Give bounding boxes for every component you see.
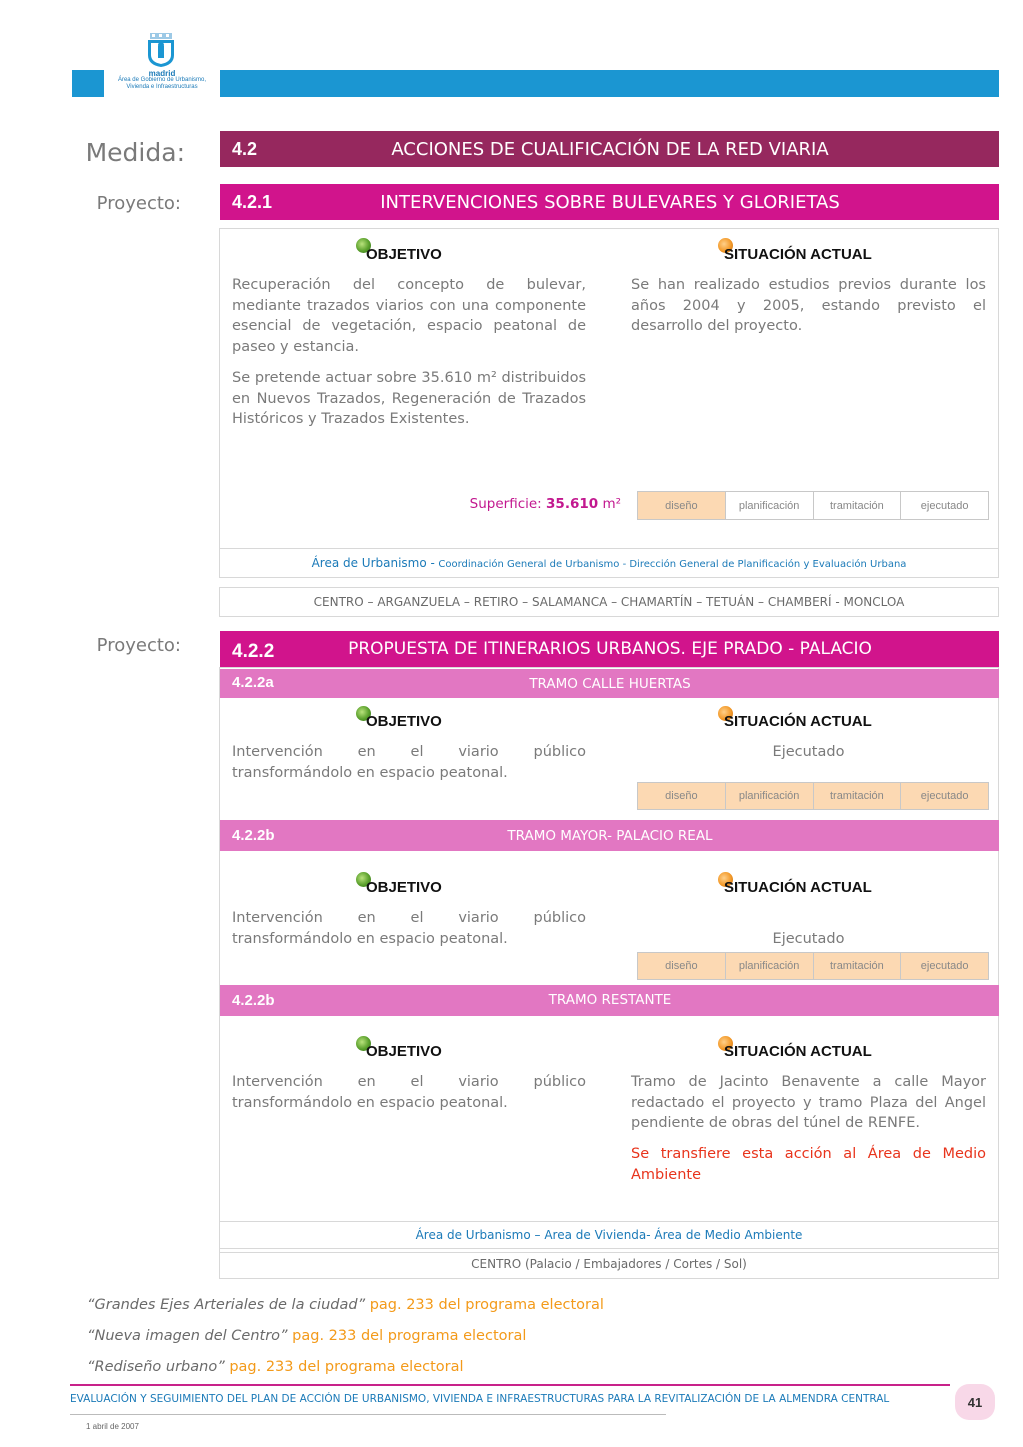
stage-planificacion: planificación (726, 953, 814, 979)
sub-c-situacion-heading: SITUACIÓN ACTUAL (724, 1043, 872, 1060)
situacion-heading: SITUACIÓN ACTUAL (724, 246, 872, 263)
logo-text (104, 70, 220, 91)
sub-b-objetivo-heading: OBJETIVO (366, 879, 442, 896)
sub-c-situacion-text: Tramo de Jacinto Benavente a calle Mayor redactado el proyecto y tramo Plaza del Angel pendiente de obras del túnel de RENFE. (631, 1074, 986, 1132)
sub-a-objetivo-text: Intervención en el viario público transformándolo en espacio peatonal. (232, 744, 586, 781)
reference-page: pag. 233 del programa electoral (369, 1297, 604, 1313)
sub-b-objetivo-text: Intervención en el viario público transformándolo en espacio peatonal. (232, 910, 586, 947)
stage-diseno: diseño (638, 492, 726, 519)
objetivo-text (232, 275, 586, 440)
medida-bar (220, 131, 999, 167)
situacion-paragraph: Se han realizado estudios previos durante los años 2004 y 2005, estando previsto el desarrollo del proyecto. (631, 277, 986, 335)
sub-c-code: 4.2.2b (232, 992, 275, 1009)
proyecto1-districts: CENTRO – ARGANZUELA – RETIRO – SALAMANCA – CHAMARTÍN – TETUÁN – CHAMBERÍ - MONCLOA (313, 595, 905, 609)
sub-c-objetivo-heading: OBJETIVO (366, 1043, 442, 1060)
stage-ejecutado: ejecutado (901, 783, 988, 809)
reference-1 (87, 1297, 604, 1313)
sub-c-transfer-note: Se transfiere esta acción al Área de Medio Ambiente (631, 1146, 986, 1183)
header-left-block (72, 70, 104, 97)
objetivo-paragraph-1: Recuperación del concepto de bulevar, mediante trazados viarios con una componente esencial de vegetación, espacio peatonal de paseo y estancia. (232, 277, 586, 356)
stage-planificacion: planificación (726, 492, 814, 519)
reference-quote: “Rediseño urbano” (87, 1359, 225, 1375)
page-number: 41 (955, 1384, 995, 1420)
objetivo-heading: OBJETIVO (366, 246, 442, 263)
reference-2 (87, 1328, 526, 1344)
stage-ejecutado: ejecutado (920, 499, 969, 512)
date-divider (70, 1414, 666, 1415)
sub-b-situacion-heading: SITUACIÓN ACTUAL (724, 879, 872, 896)
logo-city: madrid (148, 69, 176, 78)
footer-date: 1 abril de 2007 (86, 1422, 139, 1431)
sub-a-situacion-text: Ejecutado (772, 744, 845, 760)
stage-tramitacion: tramitación (814, 783, 902, 809)
area-detail: Coordinación General de Urbanismo - Dirección General de Planificación y Evaluación Urbana (438, 559, 907, 570)
proyecto2-code: 4.2.2 (232, 641, 275, 662)
proyecto2-title: PROPUESTA DE ITINERARIOS URBANOS. EJE PRADO - PALACIO (348, 639, 872, 659)
reference-3 (87, 1359, 464, 1375)
stage-diseno: diseño (638, 783, 726, 809)
superficie-label: Superficie: (469, 496, 542, 512)
medida-title: ACCIONES DE CUALIFICACIÓN DE LA RED VIARIA (391, 139, 829, 160)
progress-stages-2b (637, 952, 989, 980)
sub-a-objetivo-heading: OBJETIVO (366, 713, 442, 730)
reference-quote: “Grandes Ejes Arteriales de la ciudad” (87, 1297, 366, 1313)
reference-page: pag. 233 del programa electoral (292, 1328, 527, 1344)
sub-a-situacion-heading: SITUACIÓN ACTUAL (724, 713, 872, 730)
sub-b-code: 4.2.2b (232, 827, 275, 844)
sub-c-title: TRAMO RESTANTE (548, 992, 672, 1008)
stage-ejecutado: ejecutado (901, 953, 988, 979)
stage-tramitacion: tramitación (814, 953, 902, 979)
footer-divider (70, 1384, 950, 1386)
proyecto1-code: 4.2.1 (232, 192, 273, 212)
progress-stages-1 (637, 491, 989, 520)
medida-label: Medida: (85, 138, 185, 167)
stage-tramitacion: tramitación (814, 492, 902, 519)
proyecto1-area-line (219, 556, 999, 570)
sub-a-bar (220, 669, 999, 698)
sub-a-title: TRAMO CALLE HUERTAS (529, 676, 691, 692)
superficie-unit: m² (602, 496, 621, 512)
area-main: Área de Urbanismo - (311, 556, 435, 570)
sub-c-bar (220, 985, 999, 1016)
sub-b-bar (220, 820, 999, 851)
footer-title: EVALUACIÓN Y SEGUIMIENTO DEL PLAN DE ACCIÓN DE URBANISMO, VIVIENDA E INFRAESTRUCTURAS PARA LA REVITALIZACIÓN DE LA ALMENDRA CENTRAL (70, 1393, 890, 1405)
medida-code: 4.2 (232, 139, 258, 159)
superficie-value: 35.610 (546, 496, 599, 512)
stage-planificacion: planificación (726, 783, 814, 809)
logo-area-line2: Vivienda e Infraestructuras (126, 84, 198, 90)
proyecto2-bar (220, 631, 999, 667)
logo-area-line1: Área de Gobierno de Urbanismo, (117, 77, 207, 83)
reference-quote: “Nueva imagen del Centro” (87, 1328, 288, 1344)
reference-page: pag. 233 del programa electoral (229, 1359, 464, 1375)
madrid-crest-icon (146, 33, 176, 67)
proyecto2-districts: CENTRO (Palacio / Embajadores / Cortes / Sol) (471, 1257, 747, 1271)
objetivo-paragraph-2: Se pretende actuar sobre 35.610 m² distribuidos en Nuevos Trazados, Regeneración de Trazados Históricos y Trazados Existentes. (232, 369, 586, 428)
sub-b-title: TRAMO MAYOR- PALACIO REAL (507, 828, 713, 844)
proyecto1-label: Proyecto: (96, 193, 181, 214)
situacion-text (631, 275, 986, 347)
proyecto2-label: Proyecto: (96, 635, 181, 656)
superficie-line (420, 496, 621, 512)
proyecto2-area-line: Área de Urbanismo – Area de Vivienda- Área de Medio Ambiente (415, 1228, 803, 1242)
sub-a-code: 4.2.2a (232, 674, 274, 691)
sub-c-situacion (631, 1072, 986, 1196)
proyecto1-title: INTERVENCIONES SOBRE BULEVARES Y GLORIETAS (380, 192, 840, 213)
sub-b-situacion-text: Ejecutado (772, 931, 845, 947)
progress-stages-2a (637, 782, 989, 810)
header-bar (220, 70, 999, 97)
stage-diseno: diseño (638, 953, 726, 979)
sub-c-objetivo-text: Intervención en el viario público transformándolo en espacio peatonal. (232, 1074, 586, 1111)
proyecto1-bar (220, 184, 999, 220)
